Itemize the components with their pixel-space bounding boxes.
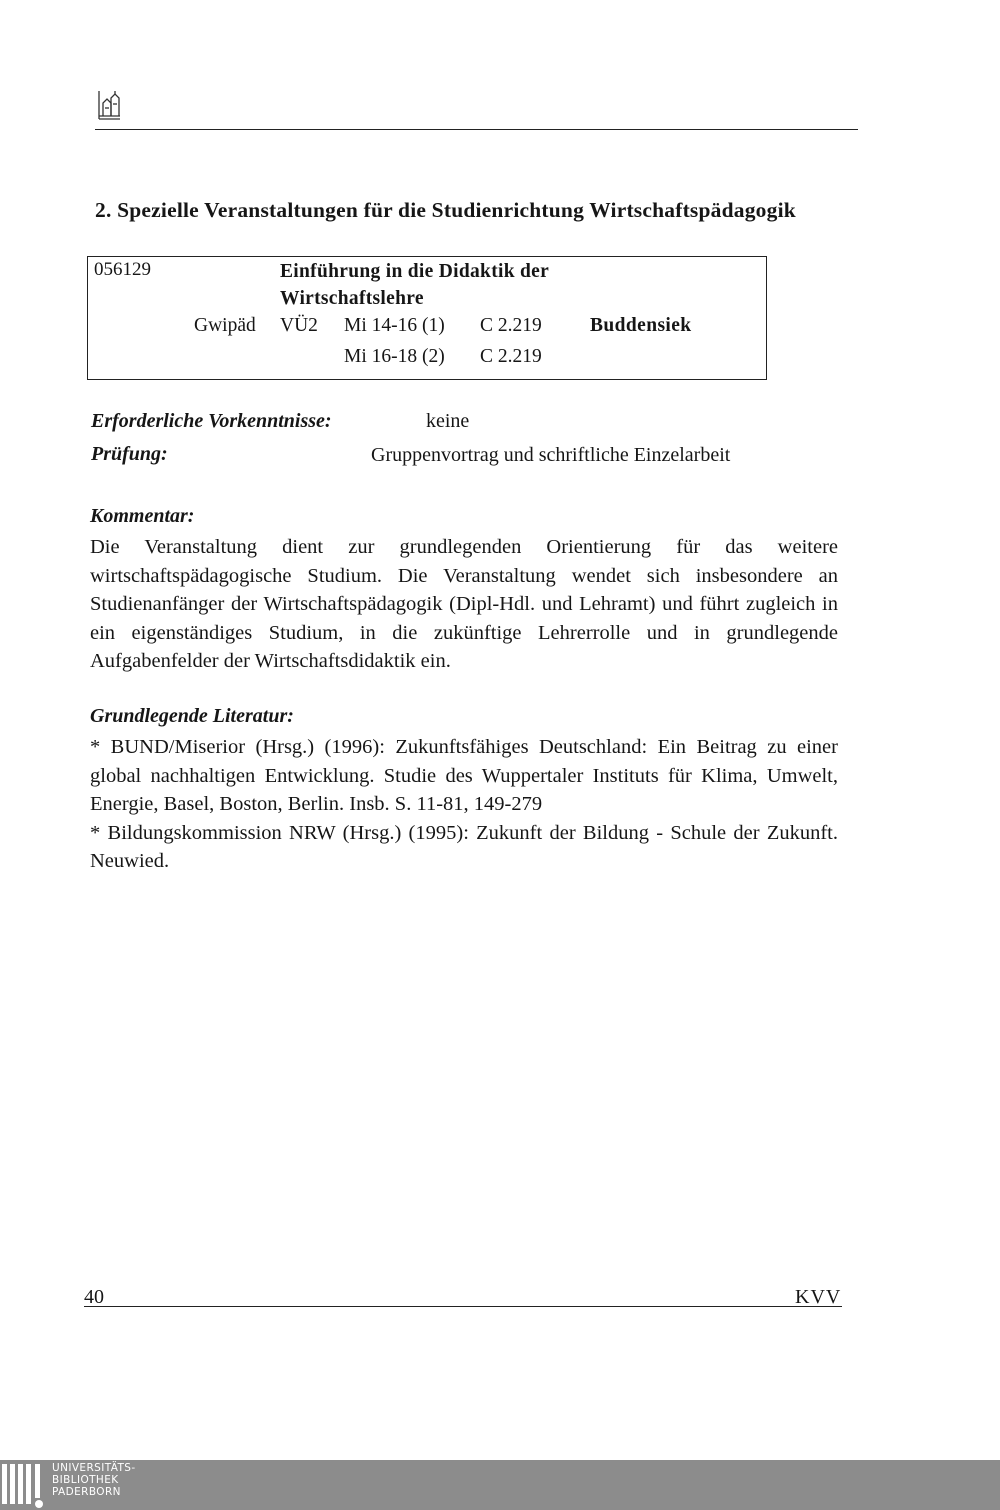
course-number: 056129 (94, 259, 151, 280)
course-type: VÜ2 (280, 315, 318, 336)
course-title-line-2: Wirtschaftslehre (280, 288, 424, 309)
section-title: 2. Spezielle Veranstaltungen für die Studienrichtung Wirtschaftspädagogik (95, 198, 796, 222)
course-title (280, 258, 549, 312)
header-rule (95, 129, 858, 130)
session-room: C 2.219 (480, 346, 542, 367)
library-name-line: BIBLIOTHEK (52, 1474, 119, 1486)
commentary-text: Die Veranstaltung dient zur grundlegenden Orientierung für das weitere wirtschaftspädagogische Studium. Die Veranstaltung wendet sich insbesondere an Studienanfänger der Wirtschaftspädagogik (Dipl-Hdl. und Lehramt) und führt zugleich in ein eigenständiges Studium, in die zukünftige Lehrerrolle und in grundlegende Aufgabenfelder der Wirtschaftsdidaktik ein. (90, 536, 838, 672)
session-room: C 2.219 (480, 315, 542, 336)
session-time: Mi 16-18 (2) (344, 346, 445, 367)
library-name-line: PADERBORN (52, 1486, 121, 1498)
exam-label: Prüfung: (91, 443, 168, 465)
library-name-line: UNIVERSITÄTS- (52, 1462, 136, 1474)
prerequisites-value: keine (426, 410, 470, 432)
prerequisites-label: Erforderliche Vorkenntnisse: (91, 410, 332, 432)
literature-item: * BUND/Miserior (Hrsg.) (1996): Zukunftsfähiges Deutschland: Ein Beitrag zu einer global nachhaltigen Entwicklung. Studie des Wuppertaler Instituts für Klima, Umwelt, Energie, Basel, Boston, Berlin. Insb. S. 11-81, 149-279 (90, 736, 838, 815)
institution-seal-icon (96, 88, 122, 122)
footer-label: KVV (795, 1286, 842, 1308)
course-title-line-1: Einführung in die Didaktik der (280, 261, 550, 282)
literature-item: * Bildungskommission NRW (Hrsg.) (1995): Zukunft der Bildung - Schule der Zukunft. Neuwied. (90, 821, 838, 872)
library-logo-dot (35, 1500, 43, 1508)
literature-list (90, 733, 838, 876)
literature-label: Grundlegende Literatur: (90, 705, 294, 727)
commentary-label: Kommentar: (90, 505, 195, 527)
page-number: 40 (84, 1286, 104, 1308)
library-name (52, 1462, 136, 1498)
footer-rule (84, 1306, 842, 1307)
session-time: Mi 14-16 (1) (344, 315, 445, 336)
library-bar (0, 1460, 1000, 1510)
course-area: Gwipäd (194, 315, 256, 336)
exam-value: Gruppenvortrag und schriftliche Einzelarbeit (371, 444, 731, 466)
course-box (87, 256, 767, 380)
course-lecturer: Buddensiek (590, 315, 692, 336)
